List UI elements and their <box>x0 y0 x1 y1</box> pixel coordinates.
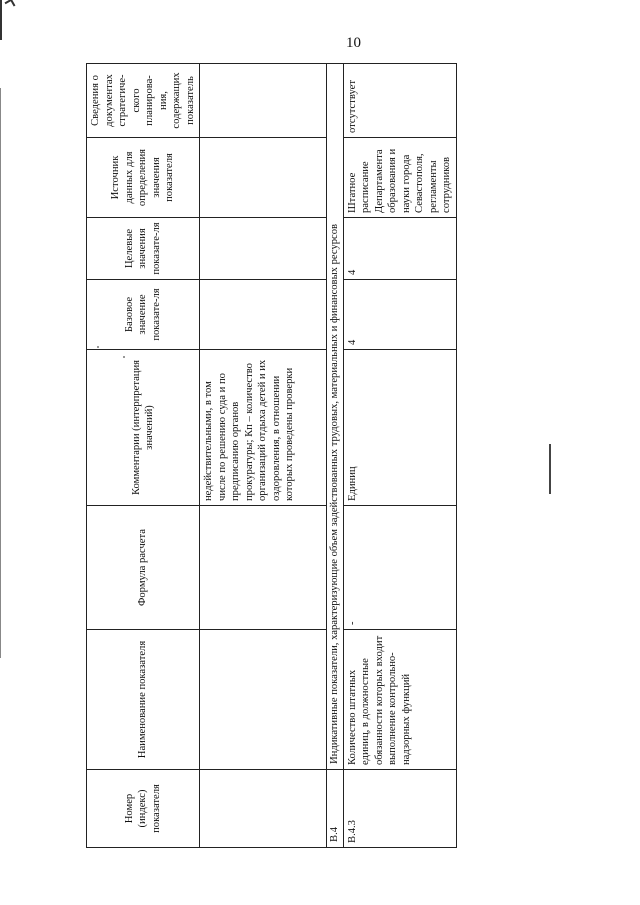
header-strategic-docs: Сведения о документах стратегиче-ского планирова-ния, содержащих показатель <box>87 64 200 138</box>
scan-margin-line <box>0 88 1 658</box>
cell-empty <box>200 138 327 218</box>
table-row-continuation <box>200 64 327 848</box>
cell-data-source: Штатное расписание Департамента образования и науки города Севастополя, регламенты сотрудников <box>343 138 456 218</box>
cell-comment: Единиц <box>343 350 456 506</box>
cell-empty <box>200 770 327 848</box>
header-comments: Комментарии (интерпретация значений) <box>87 350 200 506</box>
cell-indicator-name: Количество штатных единиц, в должностные обязанности которых входит выполнение контрольно-надзорных функций <box>343 630 456 770</box>
cell-target-value: 4 <box>343 218 456 280</box>
cell-formula: - <box>343 506 456 630</box>
cell-index: В.4.3 <box>343 770 456 848</box>
section-title: Индикативные показатели, характеризующие объем задействованных трудовых, материальных и финансовых ресурсов <box>327 64 344 770</box>
header-target-value: Целевые значения показате-ля <box>87 218 200 280</box>
page-number: 10 <box>346 35 361 51</box>
cell-empty <box>200 64 327 138</box>
rotated-table-container <box>86 64 452 848</box>
header-data-source: Источник данных для определения значения показателя <box>87 138 200 218</box>
cell-empty <box>200 630 327 770</box>
table-header-row <box>87 64 200 848</box>
header-index: Номер (индекс) показателя <box>87 770 200 848</box>
header-formula: Формула расчета <box>87 506 200 630</box>
section-code: В.4 <box>327 770 344 848</box>
scan-edge-mark <box>0 0 11 40</box>
table-section-row <box>327 64 344 848</box>
cell-empty <box>200 506 327 630</box>
header-base-value: Базовое значение показате-ля <box>87 280 200 350</box>
scan-side-bar <box>549 444 551 494</box>
cell-base-value: 4 <box>343 280 456 350</box>
table-row <box>343 64 456 848</box>
header-name: Наименование показателя <box>87 630 200 770</box>
cell-strategic-docs: отсутствует <box>343 64 456 138</box>
cell-empty <box>200 280 327 350</box>
indicators-table <box>86 63 457 848</box>
cell-continuation-comment: недействительными, в том числе по решению суда и по предписанию органов прокуратуры; Кп – количество организаций отдыха детей и их оздоровления, в отношении которых проведены проверки <box>200 350 327 506</box>
cell-empty <box>200 218 327 280</box>
